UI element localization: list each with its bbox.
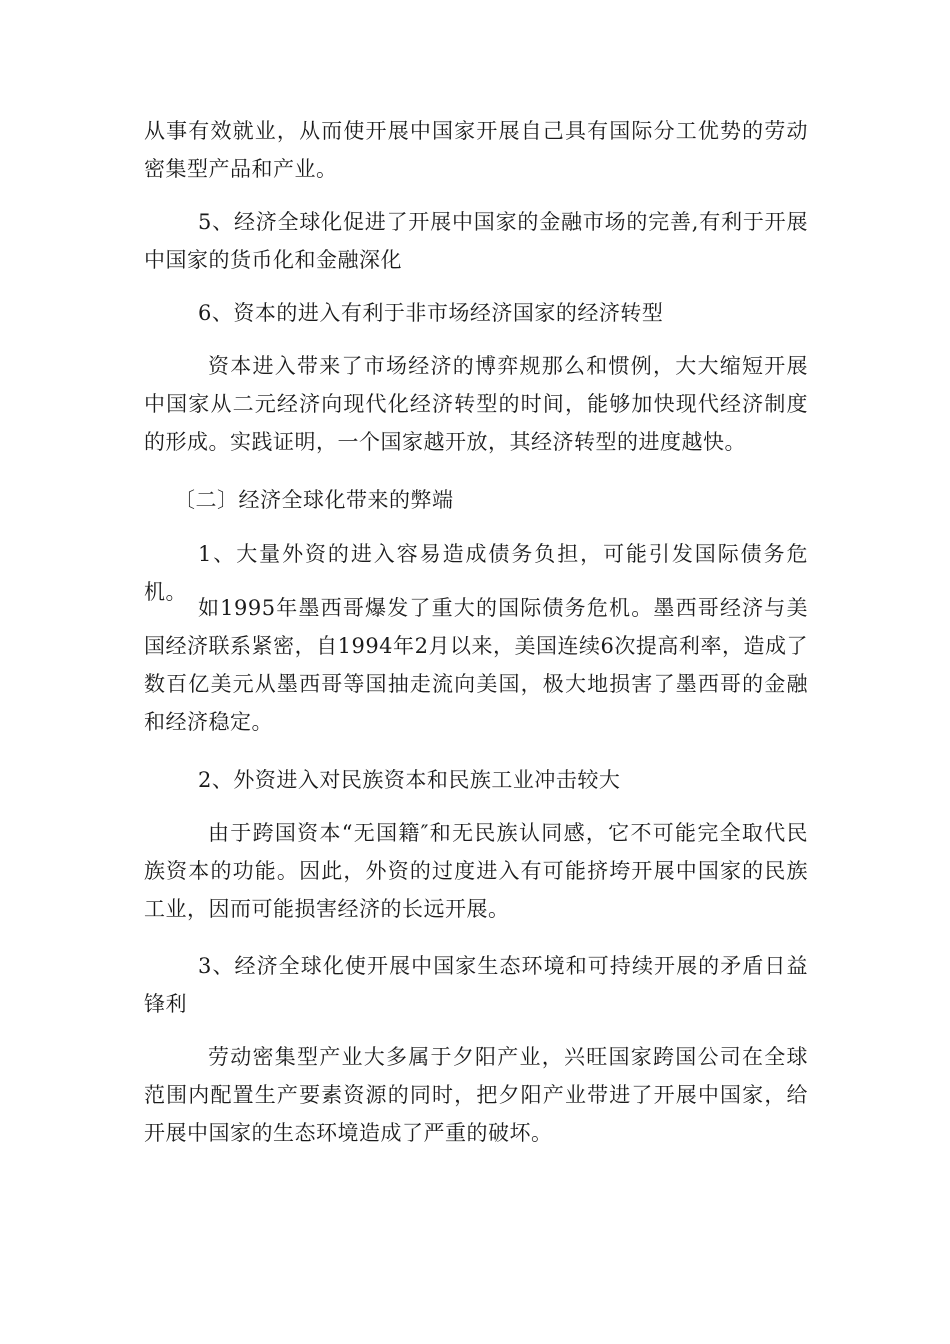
- point-6-body: 资本进入带来了市场经济的博弈规那么和惯例，大大缩短开展中国家从二元经济向现代化经济转型的时间，能够加快现代经济制度的形成。实践证明，一个国家越开放，其经济转型的进度越快。: [144, 354, 808, 454]
- point-1-heading: 1、大量外资的进入容易造成债务负担，可能引发国际债务危机。: [144, 542, 808, 604]
- point-2-heading: 2、外资进入对民族资本和民族工业冲击较大: [198, 768, 621, 792]
- section-2-heading: 〔二〕经济全球化带来的弊端: [174, 488, 454, 512]
- point-5-heading: 5、经济全球化促进了开展中国家的金融市场的完善,有利于开展中国家的货币化和金融深化: [144, 210, 808, 272]
- point-3-body: 劳动密集型产业大多属于夕阳产业，兴旺国家跨国公司在全球范围内配置生产要素资源的同时，把夕阳产业带进了开展中国家，给开展中国家的生态环境造成了严重的破坏。: [144, 1045, 808, 1145]
- point-2-body: 由于跨国资本“无国籍″和无民族认同感，它不可能完全取代民族资本的功能。因此，外资的过度进入有可能挤垮开展中国家的民族工业，因而可能损害经济的长远开展。: [144, 821, 808, 921]
- point-1-body: 如1995年墨西哥爆发了重大的国际债务危机。墨西哥经济与美国经济联系紧密，自1994年2月以来，美国连续6次提高利率，造成了数百亿美元从墨西哥等国抽走流向美国，极大地损害了墨西哥的金融和经济稳定。: [144, 596, 808, 734]
- point-3-heading: 3、经济全球化使开展中国家生态环境和可持续开展的矛盾日益锋利: [144, 954, 808, 1016]
- point-6-heading: 6、资本的进入有利于非市场经济国家的经济转型: [198, 301, 664, 325]
- paragraph-continuation: 从事有效就业，从而使开展中国家开展自己具有国际分工优势的劳动密集型产品和产业。: [144, 119, 808, 181]
